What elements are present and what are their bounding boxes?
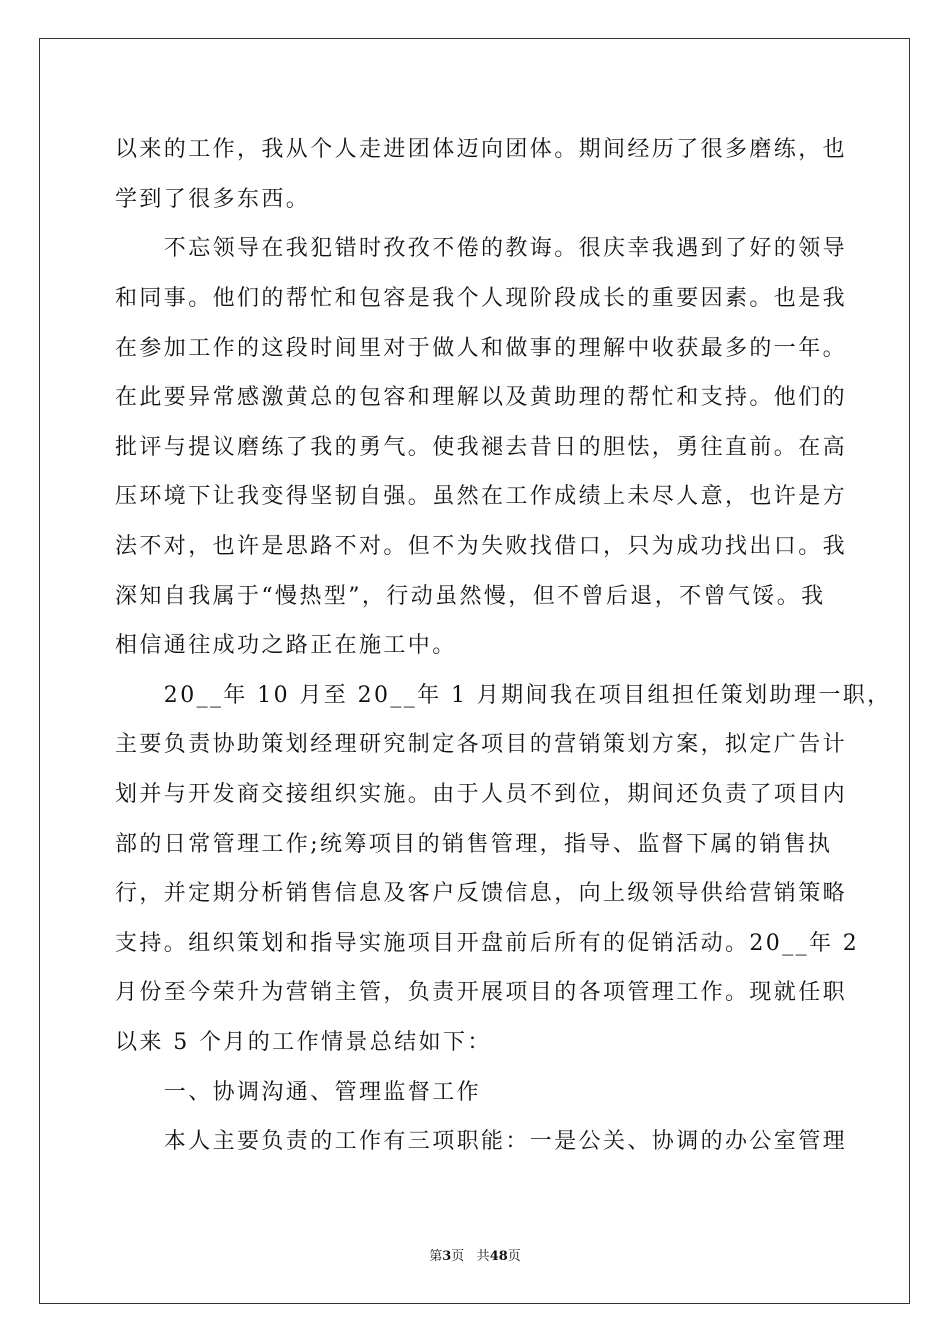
- body-line: 支持。组织策划和指导实施项目开盘前后所有的促销活动。20__年 2: [115, 931, 860, 956]
- body-line: 在此要异常感激黄总的包容和理解以及黄助理的帮忙和支持。他们的: [115, 385, 848, 410]
- body-line: 学到了很多东西。: [115, 187, 311, 212]
- body-line: 和同事。他们的帮忙和包容是我个人现阶段成长的重要因素。也是我: [115, 286, 848, 311]
- page-footer: [0, 1245, 950, 1264]
- body-line: 以来的工作，我从个人走进团体迈向团体。期间经历了很多磨练，也: [115, 137, 848, 162]
- page-number: 3: [442, 1249, 452, 1264]
- body-line: 在参加工作的这段时间里对于做人和做事的理解中收获最多的一年。: [115, 336, 848, 361]
- body-line: 不忘领导在我犯错时孜孜不倦的教诲。很庆幸我遇到了好的领导: [115, 236, 848, 261]
- total-pages: 48: [489, 1249, 508, 1264]
- body-line: 批评与提议磨练了我的勇气。使我褪去昔日的胆怯，勇往直前。在高: [115, 435, 848, 460]
- body-line: 压环境下让我变得坚韧自强。虽然在工作成绩上未尽人意，也许是方: [115, 484, 848, 509]
- body-line: 部的日常管理工作;统筹项目的销售管理，指导、监督下属的销售执: [115, 832, 833, 857]
- footer-prefix: 第: [429, 1249, 443, 1264]
- footer-page-unit: 页: [451, 1249, 465, 1264]
- body-line: 20__年 10 月至 20__年 1 月期间我在项目组担任策划助理一职，: [115, 683, 892, 708]
- body-line: 月份至今荣升为营销主管，负责开展项目的各项管理工作。现就任职: [115, 980, 848, 1005]
- page-border: [39, 38, 910, 1304]
- footer-total-unit: 页: [507, 1249, 521, 1264]
- body-line: 划并与开发商交接组织实施。由于人员不到位，期间还负责了项目内: [115, 782, 848, 807]
- footer-total-prefix: 共: [476, 1249, 490, 1264]
- body-line: 相信通往成功之路正在施工中。: [115, 633, 457, 658]
- body-line: 以来 5 个月的工作情景总结如下：: [115, 1030, 492, 1055]
- body-line: 本人主要负责的工作有三项职能：一是公关、协调的办公室管理: [115, 1129, 848, 1154]
- body-line: 深知自我属于“慢热型”，行动虽然慢，但不曾后退，不曾气馁。我: [115, 584, 826, 609]
- body-line: 行，并定期分析销售信息及客户反馈信息，向上级领导供给营销策略: [115, 881, 848, 906]
- body-line: 主要负责协助策划经理研究制定各项目的营销策划方案，拟定广告计: [115, 732, 848, 757]
- body-line: 法不对，也许是思路不对。但不为失败找借口，只为成功找出口。我: [115, 534, 848, 559]
- section-heading: 一、协调沟通、管理监督工作: [115, 1080, 482, 1105]
